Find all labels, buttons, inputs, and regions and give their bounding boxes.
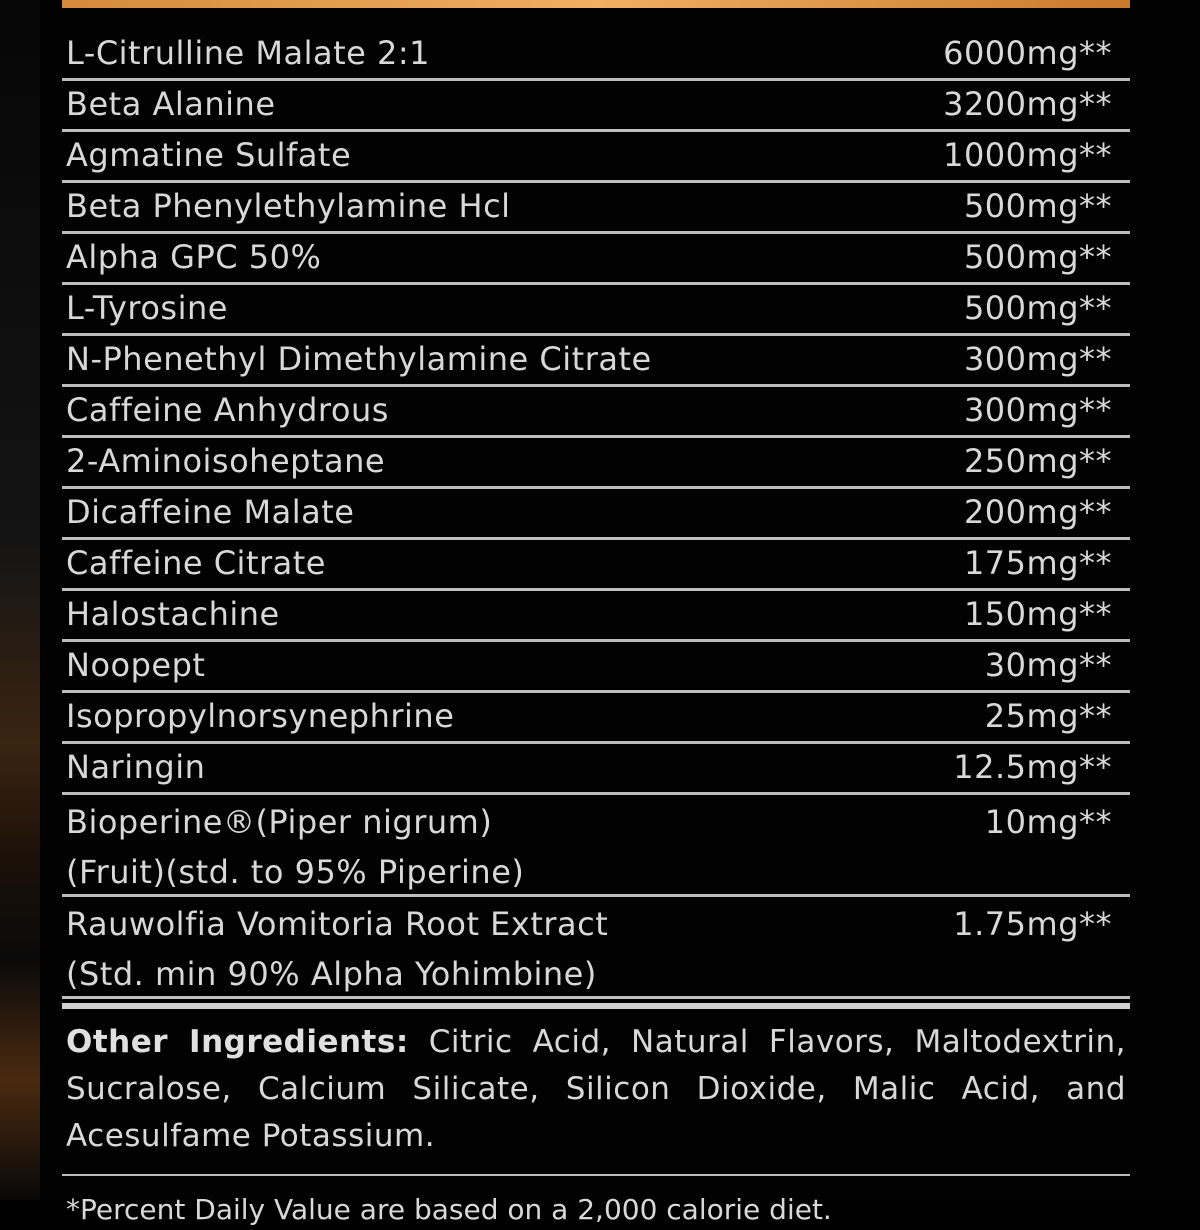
ingredient-name: Agmatine Sulfate [66,136,352,174]
ingredient-name: Alpha GPC 50% [66,238,322,276]
ingredient-row [62,693,1130,744]
left-edge-background [0,0,40,1200]
ingredient-row [62,642,1130,693]
ingredient-name: Naringin [66,748,206,786]
ingredient-amount: 1000mg** [943,136,1112,174]
ingredient-amount: 500mg** [963,289,1112,327]
ingredient-row [62,438,1130,489]
ingredient-name: Beta Alanine [66,85,276,123]
ingredient-name: Noopept [66,646,206,684]
ingredients-panel [62,30,1130,1230]
ingredient-amount: 300mg** [963,391,1112,429]
ingredient-amount: 200mg** [963,493,1112,531]
ingredient-amount: 250mg** [963,442,1112,480]
ingredient-amount: 150mg** [963,595,1112,633]
ingredient-name: Halostachine [66,595,280,633]
other-ingredients-text: Citric Acid, Natural Flavors, Maltodextrin, Sucralose, Calcium Silicate, Silicon Dioxide, Malic Acid, and Acesulfame Potassium. [66,1024,1126,1154]
other-ingredients-label: Other Ingredients: [66,1024,409,1060]
ingredient-name: Caffeine Citrate [66,544,326,582]
ingredient-amount: 6000mg** [943,34,1112,72]
ingredient-row [62,234,1130,285]
ingredient-amount: 30mg** [984,646,1112,684]
ingredient-name: Rauwolfia Vomitoria Root Extract (Std. min 90% Alpha Yohimbine) [66,905,609,993]
ingredient-amount: 500mg** [963,187,1112,225]
ingredient-name: L-Citrulline Malate 2:1 [66,34,430,72]
ingredient-row [62,489,1130,540]
ingredient-row [62,795,1130,897]
ingredient-name: Beta Phenylethylamine Hcl [66,187,511,225]
ingredient-row [62,285,1130,336]
ingredient-name: Isopropylnorsynephrine [66,697,455,735]
ingredient-amount: 175mg** [963,544,1112,582]
ingredient-row [62,387,1130,438]
ingredient-row [62,81,1130,132]
daily-value-footnote: *Percent Daily Value are based on a 2,000 calorie diet. [66,1193,832,1226]
ingredient-amount: 500mg** [963,238,1112,276]
ingredient-name: 2-Aminoisoheptane [66,442,386,480]
ingredient-name: Bioperine®(Piper nigrum) (Fruit)(std. to 95% Piperine) [66,803,525,891]
ingredient-amount: 300mg** [963,340,1112,378]
ingredient-name: Caffeine Anhydrous [66,391,389,429]
ingredient-row [62,540,1130,591]
ingredient-amount: 1.75mg** [953,905,1112,943]
other-ingredients [62,1009,1130,1160]
ingredient-row [62,132,1130,183]
ingredient-row [62,183,1130,234]
ingredient-name: Dicaffeine Malate [66,493,355,531]
ingredient-row [62,744,1130,795]
ingredient-name: L-Tyrosine [66,289,228,327]
ingredient-name: N-Phenethyl Dimethylamine Citrate [66,340,652,378]
ingredient-amount: 25mg** [984,697,1112,735]
ingredient-row [62,30,1130,81]
ingredient-row [62,897,1130,999]
ingredient-list [62,30,1130,999]
ingredient-amount: 12.5mg** [953,748,1112,786]
ingredient-amount: 3200mg** [943,85,1112,123]
ingredient-amount: 10mg** [984,803,1112,841]
ingredient-row [62,591,1130,642]
ingredient-row [62,336,1130,387]
top-orange-band [62,0,1130,8]
